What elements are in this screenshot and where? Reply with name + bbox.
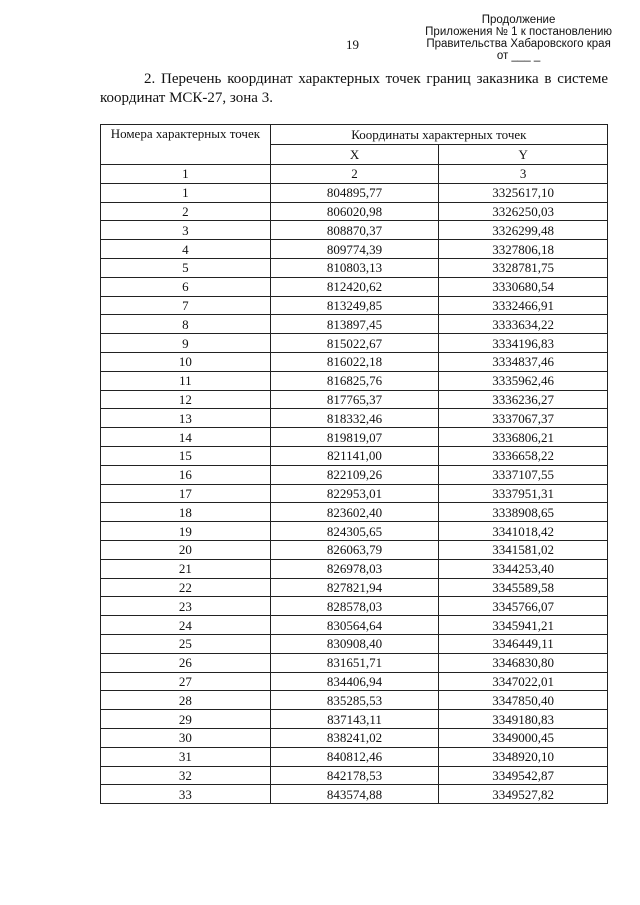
- y-coordinate-cell: 3349180,83: [439, 710, 608, 729]
- table-row: [101, 409, 608, 428]
- table-row: [101, 277, 608, 296]
- point-number-cell: 20: [101, 540, 271, 559]
- table-row: [101, 334, 608, 353]
- x-coordinate-cell: 808870,37: [270, 221, 439, 240]
- x-coordinate-cell: 813249,85: [270, 296, 439, 315]
- point-number-cell: 33: [101, 785, 271, 804]
- x-coordinate-cell: 821141,00: [270, 446, 439, 465]
- point-number-cell: 12: [101, 390, 271, 409]
- section-intro: [100, 70, 608, 108]
- point-number-cell: 6: [101, 277, 271, 296]
- table-row: [101, 296, 608, 315]
- table-row: [101, 428, 608, 447]
- point-number-cell: 14: [101, 428, 271, 447]
- point-number-cell: 9: [101, 334, 271, 353]
- x-coordinate-cell: 818332,46: [270, 409, 439, 428]
- y-coordinate-cell: 3337107,55: [439, 465, 608, 484]
- point-number-cell: 24: [101, 616, 271, 635]
- appendix-header: [425, 14, 612, 62]
- y-coordinate-cell: 3332466,91: [439, 296, 608, 315]
- y-coordinate-cell: 3349000,45: [439, 728, 608, 747]
- point-number-cell: 21: [101, 559, 271, 578]
- y-coordinate-cell: 3338908,65: [439, 503, 608, 522]
- y-coordinate-cell: 3336658,22: [439, 446, 608, 465]
- table-row: [101, 221, 608, 240]
- index-cell: 2: [270, 165, 439, 184]
- x-coordinate-cell: 827821,94: [270, 578, 439, 597]
- x-coordinate-cell: 822109,26: [270, 465, 439, 484]
- y-coordinate-cell: 3345941,21: [439, 616, 608, 635]
- table-row: [101, 258, 608, 277]
- point-number-cell: 10: [101, 352, 271, 371]
- x-coordinate-cell: 809774,39: [270, 240, 439, 259]
- x-coordinate-cell: 824305,65: [270, 522, 439, 541]
- table-row: [101, 183, 608, 202]
- header-coordinates: Координаты характерных точек: [270, 125, 607, 145]
- table-row: [101, 597, 608, 616]
- table-row: [101, 766, 608, 785]
- point-number-cell: 27: [101, 672, 271, 691]
- table-row: [101, 710, 608, 729]
- x-coordinate-cell: 837143,11: [270, 710, 439, 729]
- table-row: [101, 315, 608, 334]
- x-coordinate-cell: 826978,03: [270, 559, 439, 578]
- y-coordinate-cell: 3337067,37: [439, 409, 608, 428]
- x-coordinate-cell: 816825,76: [270, 371, 439, 390]
- y-coordinate-cell: 3327806,18: [439, 240, 608, 259]
- table-row: [101, 446, 608, 465]
- table-row: [101, 634, 608, 653]
- x-coordinate-cell: 842178,53: [270, 766, 439, 785]
- point-number-cell: 19: [101, 522, 271, 541]
- x-coordinate-cell: 815022,67: [270, 334, 439, 353]
- point-number-cell: 26: [101, 653, 271, 672]
- y-coordinate-cell: 3328781,75: [439, 258, 608, 277]
- y-coordinate-cell: 3336806,21: [439, 428, 608, 447]
- point-number-cell: 8: [101, 315, 271, 334]
- x-coordinate-cell: 831651,71: [270, 653, 439, 672]
- x-coordinate-cell: 828578,03: [270, 597, 439, 616]
- x-coordinate-cell: 823602,40: [270, 503, 439, 522]
- point-number-cell: 25: [101, 634, 271, 653]
- y-coordinate-cell: 3330680,54: [439, 277, 608, 296]
- table-row: [101, 785, 608, 804]
- x-coordinate-cell: 838241,02: [270, 728, 439, 747]
- table-row: [101, 691, 608, 710]
- header-y: Y: [439, 145, 608, 165]
- table-row: [101, 578, 608, 597]
- point-number-cell: 3: [101, 221, 271, 240]
- point-number-cell: 29: [101, 710, 271, 729]
- header-line: Правительства Хабаровского края: [426, 38, 611, 50]
- point-number-cell: 32: [101, 766, 271, 785]
- x-coordinate-cell: 817765,37: [270, 390, 439, 409]
- point-number-cell: 16: [101, 465, 271, 484]
- y-coordinate-cell: 3347850,40: [439, 691, 608, 710]
- y-coordinate-cell: 3345589,58: [439, 578, 608, 597]
- point-number-cell: 11: [101, 371, 271, 390]
- point-number-cell: 13: [101, 409, 271, 428]
- y-coordinate-cell: 3348920,10: [439, 747, 608, 766]
- table-row: [101, 202, 608, 221]
- point-number-cell: 22: [101, 578, 271, 597]
- coordinates-table: [100, 124, 608, 804]
- y-coordinate-cell: 3334196,83: [439, 334, 608, 353]
- point-number-cell: 5: [101, 258, 271, 277]
- y-coordinate-cell: 3346449,11: [439, 634, 608, 653]
- y-coordinate-cell: 3335962,46: [439, 371, 608, 390]
- x-coordinate-cell: 843574,88: [270, 785, 439, 804]
- y-coordinate-cell: 3341018,42: [439, 522, 608, 541]
- x-coordinate-cell: 830908,40: [270, 634, 439, 653]
- x-coordinate-cell: 806020,98: [270, 202, 439, 221]
- table-row: [101, 559, 608, 578]
- header-line: от ___ _: [496, 50, 541, 62]
- header-point-number: Номера характерных точек: [101, 125, 271, 165]
- x-coordinate-cell: 830564,64: [270, 616, 439, 635]
- x-coordinate-cell: 826063,79: [270, 540, 439, 559]
- y-coordinate-cell: 3346830,80: [439, 653, 608, 672]
- point-number-cell: 15: [101, 446, 271, 465]
- y-coordinate-cell: 3326299,48: [439, 221, 608, 240]
- header-x: X: [270, 145, 439, 165]
- point-number-cell: 28: [101, 691, 271, 710]
- x-coordinate-cell: 813897,45: [270, 315, 439, 334]
- x-coordinate-cell: 819819,07: [270, 428, 439, 447]
- section-intro-text: 2. Перечень координат характерных точек границ заказника в системе координат МСК-27, зона 3.: [100, 71, 608, 106]
- table-body: [101, 183, 608, 803]
- table-row: [101, 747, 608, 766]
- x-coordinate-cell: 816022,18: [270, 352, 439, 371]
- table-row: [101, 653, 608, 672]
- point-number-cell: 23: [101, 597, 271, 616]
- header-line: Продолжение: [481, 14, 556, 26]
- table-row: [101, 540, 608, 559]
- table-row: [101, 390, 608, 409]
- index-cell: 3: [439, 165, 608, 184]
- point-number-cell: 31: [101, 747, 271, 766]
- table-row: [101, 484, 608, 503]
- table-row: [101, 371, 608, 390]
- y-coordinate-cell: 3325617,10: [439, 183, 608, 202]
- table-row: [101, 728, 608, 747]
- y-coordinate-cell: 3347022,01: [439, 672, 608, 691]
- y-coordinate-cell: 3341581,02: [439, 540, 608, 559]
- x-coordinate-cell: 840812,46: [270, 747, 439, 766]
- table-row: [101, 240, 608, 259]
- x-coordinate-cell: 834406,94: [270, 672, 439, 691]
- y-coordinate-cell: 3344253,40: [439, 559, 608, 578]
- x-coordinate-cell: 810803,13: [270, 258, 439, 277]
- y-coordinate-cell: 3349527,82: [439, 785, 608, 804]
- point-number-cell: 18: [101, 503, 271, 522]
- table-row: [101, 616, 608, 635]
- point-number-cell: 30: [101, 728, 271, 747]
- page-number: 19: [346, 37, 359, 52]
- y-coordinate-cell: 3326250,03: [439, 202, 608, 221]
- x-coordinate-cell: 835285,53: [270, 691, 439, 710]
- y-coordinate-cell: 3334837,46: [439, 352, 608, 371]
- y-coordinate-cell: 3349542,87: [439, 766, 608, 785]
- point-number-cell: 7: [101, 296, 271, 315]
- y-coordinate-cell: 3333634,22: [439, 315, 608, 334]
- table-row: [101, 503, 608, 522]
- point-number-cell: 2: [101, 202, 271, 221]
- y-coordinate-cell: 3337951,31: [439, 484, 608, 503]
- point-number-cell: 17: [101, 484, 271, 503]
- x-coordinate-cell: 812420,62: [270, 277, 439, 296]
- x-coordinate-cell: 822953,01: [270, 484, 439, 503]
- point-number-cell: 1: [101, 183, 271, 202]
- header-line: Приложения № 1 к постановлению: [425, 26, 612, 38]
- y-coordinate-cell: 3336236,27: [439, 390, 608, 409]
- x-coordinate-cell: 804895,77: [270, 183, 439, 202]
- table-row: [101, 465, 608, 484]
- table-row: [101, 352, 608, 371]
- point-number-cell: 4: [101, 240, 271, 259]
- table-row: [101, 672, 608, 691]
- index-cell: 1: [101, 165, 271, 184]
- y-coordinate-cell: 3345766,07: [439, 597, 608, 616]
- table-row: [101, 522, 608, 541]
